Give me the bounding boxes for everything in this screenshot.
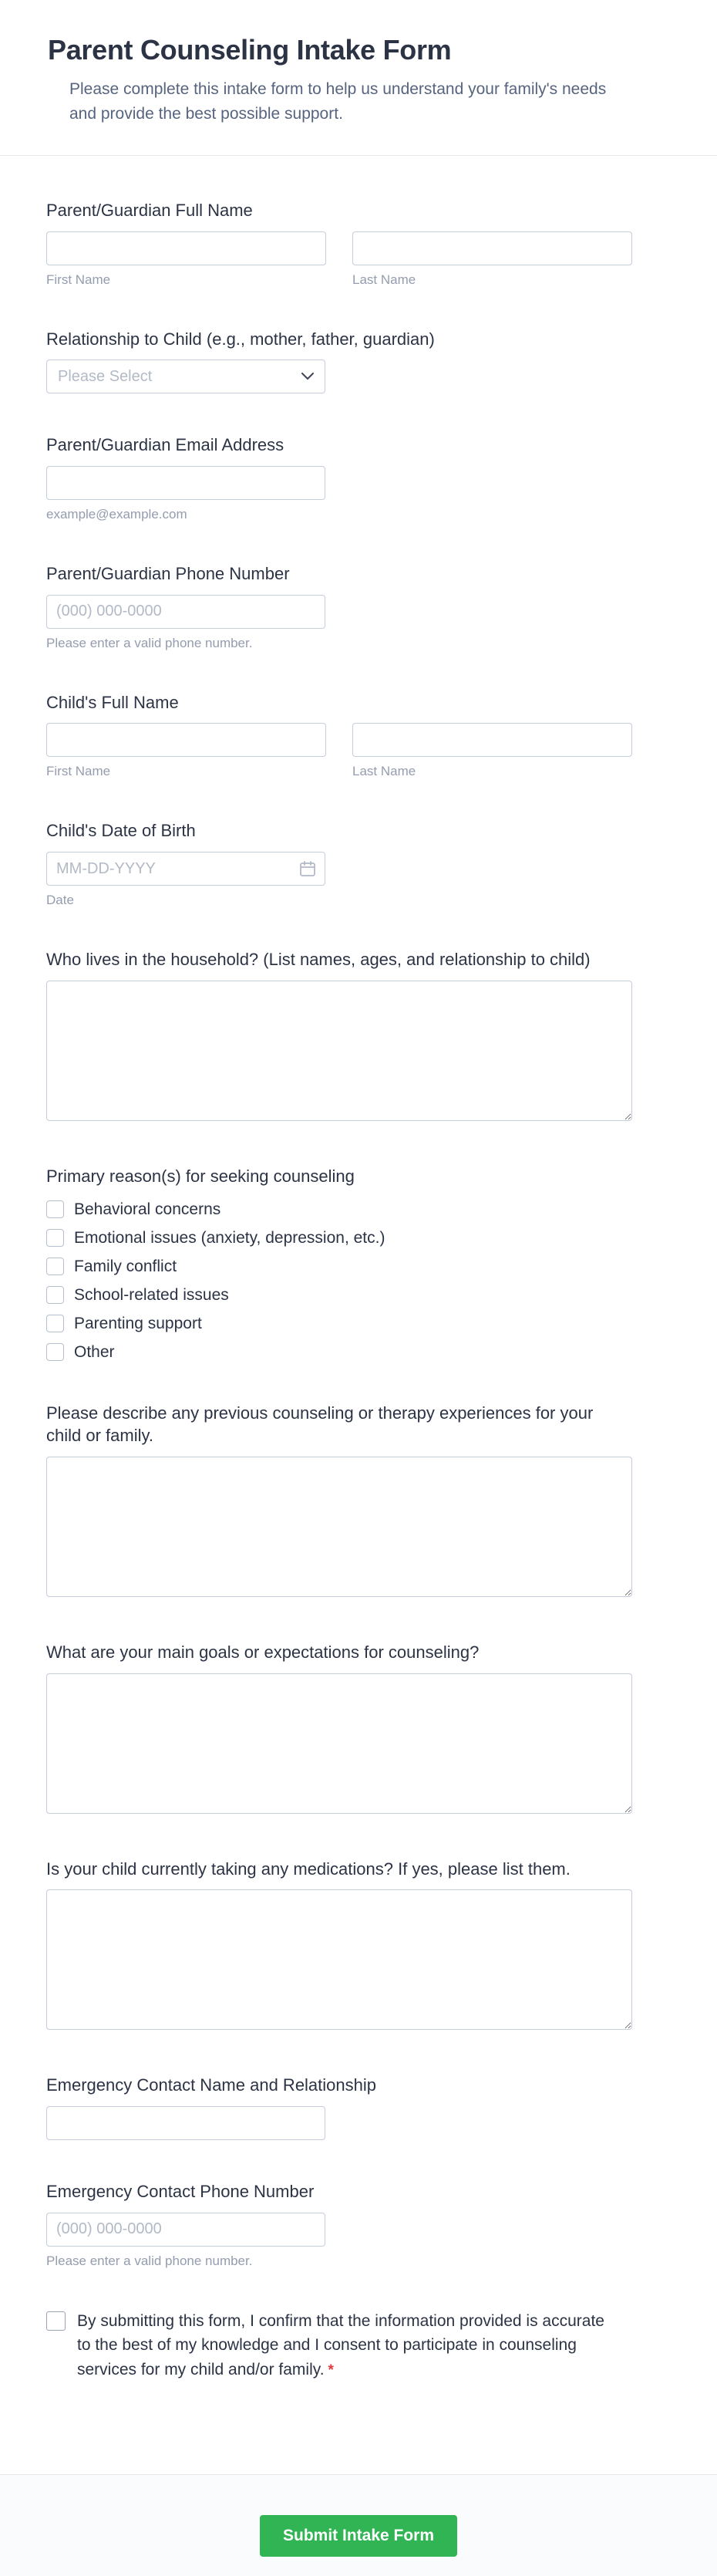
- field-medications: [46, 1858, 632, 2034]
- option-label: School-related issues: [74, 1285, 229, 1304]
- form-title: Parent Counseling Intake Form: [48, 34, 452, 66]
- field-label: Child's Full Name: [46, 692, 179, 712]
- select-placeholder: Please Select: [58, 367, 153, 385]
- option-label: Other: [74, 1342, 115, 1361]
- consent-row[interactable]: [46, 2309, 632, 2382]
- consent-label: By submitting this form, I confirm that the information provided is accurate to the best of my knowledge and I consent to participate in counseling services for my child and/or family.: [77, 2311, 604, 2378]
- form-body: [0, 156, 717, 2422]
- dob-input[interactable]: [46, 852, 325, 886]
- field-label: Child's Date of Birth: [46, 821, 196, 841]
- last-name-sublabel: Last Name: [352, 272, 416, 287]
- field-label: Primary reason(s) for seeking counseling: [46, 1166, 355, 1186]
- name-row: [46, 723, 632, 779]
- field-label: Is your child currently taking any medications? If yes, please list them.: [46, 1859, 571, 1879]
- reason-option-emotional[interactable]: [46, 1229, 632, 1247]
- field-label: Parent/Guardian Email Address: [46, 435, 284, 455]
- checkbox[interactable]: [46, 1200, 64, 1218]
- last-name-sublabel: Last Name: [352, 764, 416, 779]
- form-footer: [0, 2474, 717, 2576]
- reason-option-family-conflict[interactable]: [46, 1258, 632, 1276]
- field-emergency-name: [46, 2074, 632, 2140]
- field-label: What are your main goals or expectations for counseling?: [46, 1642, 480, 1662]
- field-previous-counseling: [46, 1402, 632, 1601]
- emergency-phone-input[interactable]: [46, 2213, 325, 2247]
- submit-button[interactable]: Submit Intake Form: [260, 2515, 457, 2557]
- field-child-name: [46, 691, 632, 780]
- field-parent-phone: [46, 562, 632, 651]
- field-relationship: [46, 328, 632, 394]
- field-label: Emergency Contact Name and Relationship: [46, 2075, 377, 2095]
- emergency-name-input[interactable]: [46, 2106, 325, 2140]
- field-household: [46, 948, 632, 1125]
- child-first-name-input[interactable]: [46, 723, 326, 757]
- field-goals: [46, 1641, 632, 1818]
- first-name-col: [46, 723, 326, 779]
- checkbox[interactable]: [46, 1258, 64, 1275]
- form-subtitle: Please complete this intake form to help us understand your family's needs and provide the best possible support.: [69, 80, 607, 123]
- name-row: [46, 231, 632, 288]
- reasons-checkbox-group: [46, 1200, 632, 1362]
- option-label: Parenting support: [74, 1314, 202, 1332]
- date-sublabel: Date: [46, 893, 74, 908]
- option-label: Behavioral concerns: [74, 1200, 221, 1218]
- first-name-sublabel: First Name: [46, 272, 111, 287]
- goals-textarea[interactable]: [46, 1673, 632, 1814]
- first-name-sublabel: First Name: [46, 764, 111, 779]
- field-label: Parent/Guardian Full Name: [46, 201, 253, 220]
- option-label: Family conflict: [74, 1257, 177, 1275]
- required-asterisk: *: [328, 2362, 334, 2378]
- field-consent: [46, 2309, 632, 2382]
- field-label: Who lives in the household? (List names, ages, and relationship to child): [46, 950, 591, 970]
- parent-phone-input[interactable]: [46, 595, 325, 629]
- field-reasons: [46, 1165, 632, 1362]
- calendar-icon[interactable]: [299, 860, 316, 877]
- phone-sublabel: Please enter a valid phone number.: [46, 635, 253, 650]
- option-label: Emotional issues (anxiety, depression, etc.): [74, 1228, 385, 1247]
- checkbox[interactable]: [46, 1286, 64, 1304]
- household-textarea[interactable]: [46, 981, 632, 1121]
- last-name-col: [352, 231, 632, 288]
- field-parent-name: [46, 199, 632, 288]
- chevron-down-icon: [301, 373, 314, 380]
- checkbox[interactable]: [46, 1343, 64, 1361]
- form-header: [0, 0, 717, 155]
- first-name-col: [46, 231, 326, 288]
- relationship-select[interactable]: [46, 360, 325, 393]
- field-emergency-phone: [46, 2180, 632, 2269]
- medications-textarea[interactable]: [46, 1889, 632, 2030]
- field-child-dob: [46, 819, 632, 908]
- reason-option-school[interactable]: [46, 1286, 632, 1305]
- consent-text: [77, 2309, 613, 2382]
- field-label: Emergency Contact Phone Number: [46, 2181, 315, 2201]
- consent-checkbox[interactable]: [46, 2311, 66, 2331]
- checkbox[interactable]: [46, 1315, 64, 1332]
- date-input-wrap: [46, 852, 325, 886]
- parent-first-name-input[interactable]: [46, 231, 326, 265]
- field-label: Parent/Guardian Phone Number: [46, 564, 290, 584]
- child-last-name-input[interactable]: [352, 723, 632, 757]
- field-label: Please describe any previous counseling or therapy experiences for your child or family.: [46, 1403, 594, 1446]
- reason-option-other[interactable]: [46, 1343, 632, 1362]
- email-sublabel: example@example.com: [46, 507, 187, 522]
- reason-option-behavioral[interactable]: [46, 1200, 632, 1219]
- field-parent-email: [46, 434, 632, 522]
- parent-last-name-input[interactable]: [352, 231, 632, 265]
- parent-email-input[interactable]: [46, 466, 325, 500]
- last-name-col: [352, 723, 632, 779]
- previous-counseling-textarea[interactable]: [46, 1457, 632, 1597]
- reason-option-parenting[interactable]: [46, 1315, 632, 1333]
- phone-sublabel: Please enter a valid phone number.: [46, 2253, 253, 2268]
- checkbox[interactable]: [46, 1229, 64, 1247]
- field-label: Relationship to Child (e.g., mother, father, guardian): [46, 329, 435, 349]
